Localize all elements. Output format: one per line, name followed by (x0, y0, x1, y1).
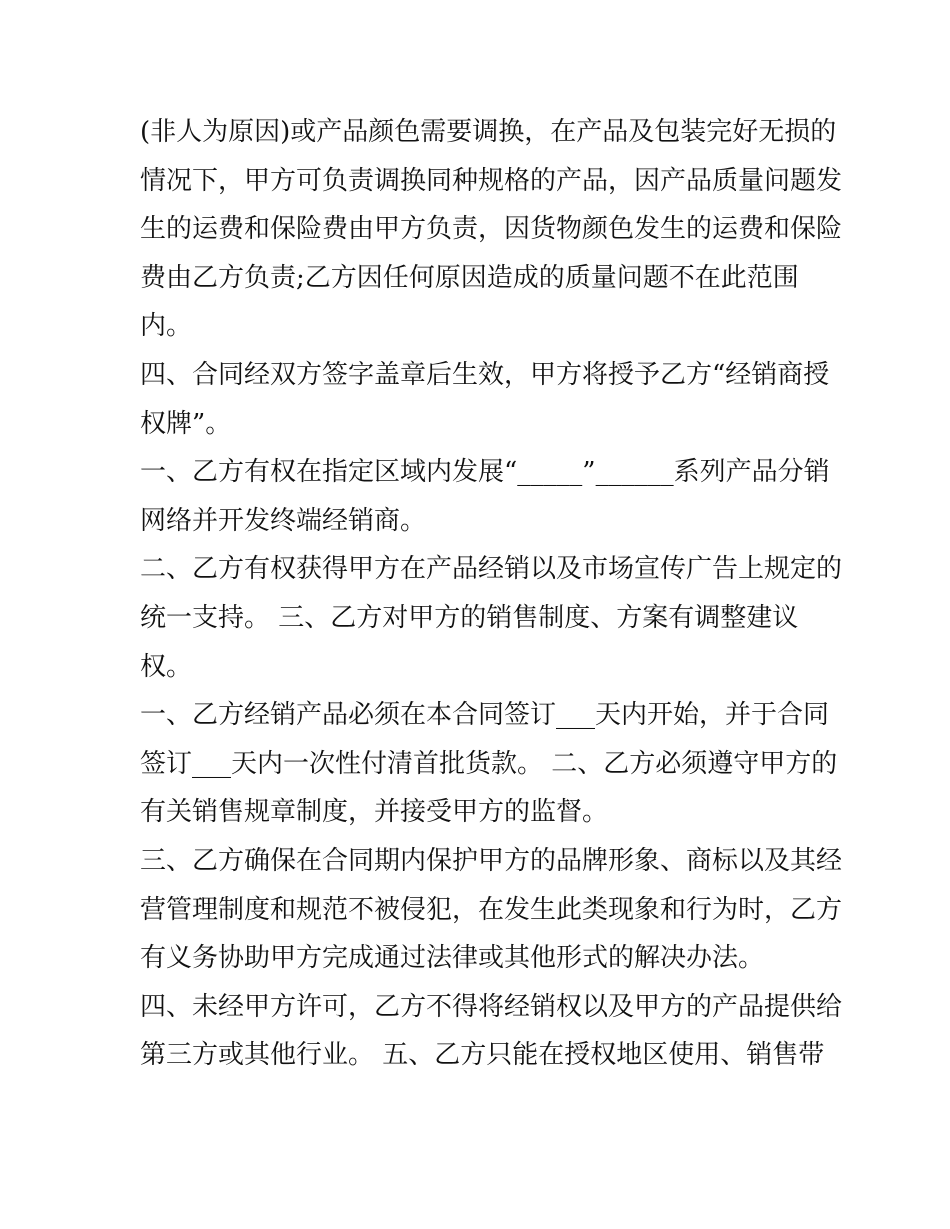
text-line: 四、合同经双方签字盖章后生效，甲方将授予乙方“经销商授 (140, 359, 830, 390)
text-line: 情况下，甲方可负责调换同种规格的产品，因产品质量问题发 (140, 165, 843, 196)
text-line: 权。 (140, 651, 193, 682)
text-line: 生的运费和保险费由甲方负责，因货物颜色发生的运费和保险 (140, 214, 843, 245)
text-line: 一、乙方经销产品必须在本合同签订___天内开始，并于合同 (140, 700, 830, 731)
text-line: (非人为原因)或产品颜色需要调换，在产品及包装完好无损的 (140, 117, 837, 147)
text-line: 有义务协助甲方完成通过法律或其他形式的解决办法。 (140, 943, 765, 974)
text-line: 四、未经甲方许可，乙方不得将经销权以及甲方的产品提供给 (140, 991, 843, 1022)
text-line: 第三方或其他行业。 五、乙方只能在授权地区使用、销售带 (140, 1040, 825, 1071)
text-line: 统一支持。 三、乙方对甲方的销售制度、方案有调整建议 (140, 602, 799, 633)
text-line: 签订___天内一次性付清首批货款。 二、乙方必须遵守甲方的 (140, 748, 838, 779)
text-line: 内。 (140, 311, 193, 342)
text-line: 权牌”。 (140, 408, 232, 439)
text-line: 一、乙方有权在指定区域内发展“_____”______系列产品分销 (140, 457, 830, 488)
text-line: 有关销售规章制度，并接受甲方的监督。 (140, 797, 609, 828)
text-line: 三、乙方确保在合同期内保护甲方的品牌形象、商标以及其经 (140, 845, 843, 876)
text-line: 网络并开发终端经销商。 (140, 505, 427, 536)
contract-body-text (140, 108, 843, 1080)
text-line: 营管理制度和规范不被侵犯，在发生此类现象和行为时，乙方 (140, 894, 843, 925)
text-line: 二、乙方有权获得甲方在产品经销以及市场宣传广告上规定的 (140, 554, 843, 585)
text-line: 费由乙方负责;乙方因任何原因造成的质量问题不在此范围 (140, 262, 799, 293)
